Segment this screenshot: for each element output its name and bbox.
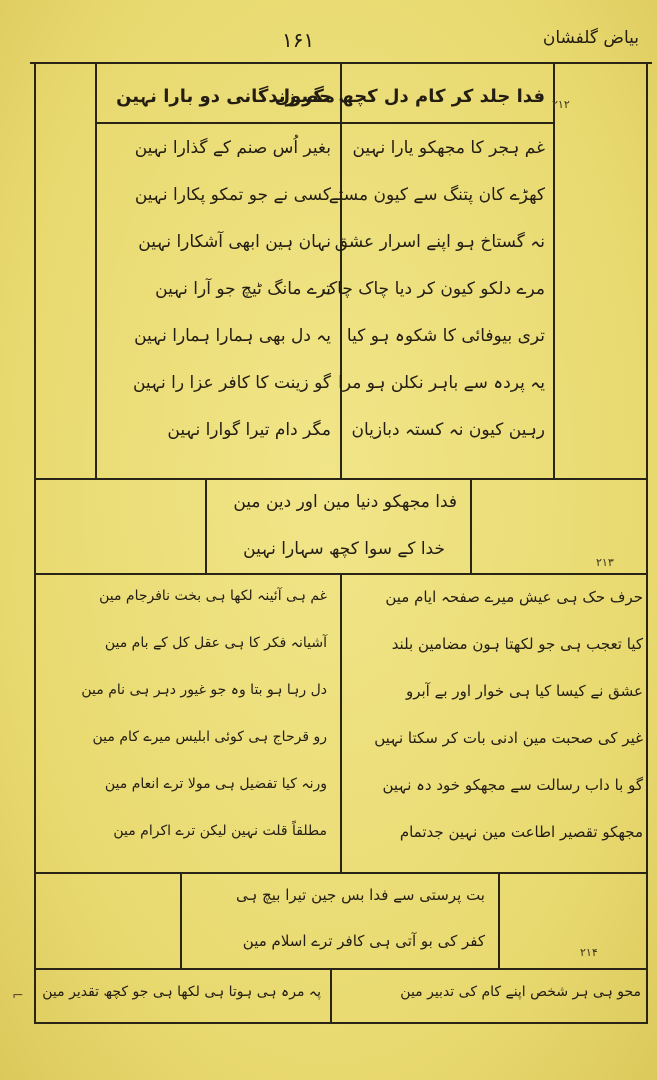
closing-couplet-line: کفر کی بو آتی ہی کافر ترے اسلام مین [242,932,485,950]
verse-line: گو با داب رسالت سے مجھکو خود دہ نہین [382,776,643,794]
verse-line: یہ پردہ سے باہر نکلن ہو مرا [338,373,545,393]
verse-line: ترے مانگ ٹیچ جو آرا نہین [155,279,331,299]
verse-number: ۲۱۲ [552,98,570,111]
rule-block2-mid [340,573,342,873]
verse-line: نہ گستاخ ہو اپنے اسرار عشق [334,232,545,252]
verse-line: محو ہی ہر شخص اپنے کام کی تدبیر مین [400,984,641,1000]
verse-number: ۲۱۳ [596,556,614,569]
verse-line: یہ دل بھی ہمارا ہمارا نہین [134,326,331,346]
closing-couplet-line: فدا مجھکو دنیا مین اور دین مین [233,492,457,512]
verse-line: مگر دام تیرا گوارا نہین [167,420,331,440]
verse-line: غیر کی صحبت مین ادنی بات کر سکتا نہیں [374,729,643,747]
verse-line: ورنہ کیا تفضیل ہی مولا ترے انعام مین [104,776,327,792]
rule-couplet2-right [498,872,500,970]
verse-line: مجھکو تقصیر اطاعت مین نہین جدتمام [399,823,643,841]
verse-line: رہین کیون نہ کستہ دبازیان [351,420,545,440]
verse-line: دل رہا ہو بتا وہ جو غیور دہر ہی نام مین [81,682,327,698]
rule-couplet2-bottom [36,968,648,970]
rule-left-border [34,62,36,1024]
ghazal-heading-left: مگر زندگانی دو بارا نہین [116,86,335,107]
closing-couplet-line: بت پرستی سے فدا بس جین تیرا بیچ ہی [235,886,485,904]
verse-line: غم ہجر کا مجھکو یارا نہین [352,138,545,158]
verse-line: پہ مرہ ہی ہوتا ہی لکھا ہی جو کچھ تقدیر مین [42,984,321,1000]
verse-line: کیا تعجب ہی جو لکھتا ہون مضامین بلند [391,635,643,653]
ghazal-heading-right: فدا جلد کر کام دل کچھ حصول [274,86,545,107]
verse-line: مطلقاً قلت نہین لیکن ترے اکرام مین [113,823,327,839]
verse-line: حرف حک ہی عیش میرے صفحہ ایام مین [385,588,643,606]
verse-line: کھڑے کان پتنگ سے کیون مستے [328,185,545,205]
rule-block1-mid [340,62,342,480]
margin-mark: ⌐ [12,988,24,1004]
book-title: بیاض گلفشان [542,28,639,48]
rule-under-headings [95,122,555,124]
rule-couplet1-left [205,478,207,575]
verse-number: ۲۱۴ [580,946,598,959]
rule-couplet1-right [470,478,472,575]
rule-page-bottom [36,1022,648,1024]
verse-line: رو قرحاج ہی کوئی ابلیس میرے کام مین [92,729,327,745]
verse-line: عشق نے کیسا کیا ہی خوار اور بے آبرو [405,682,643,700]
page-number: ۱۶۱ [282,28,315,52]
closing-couplet-line: خدا کے سوا کچھ سہارا نہین [243,539,445,559]
rule-block1-right [553,62,555,480]
verse-line: گو زینت کا کافر عزا را نہین [132,373,331,393]
verse-line: بغیر اُس صنم کے گذارا نہین [134,138,331,158]
verse-line: کسی نے جو تمکو پکارا نہین [134,185,331,205]
rule-right-border [646,62,648,1024]
rule-block3-mid [330,968,332,1024]
verse-line: غم ہی آئینہ لکھا ہی بخت نافرجام مین [99,588,327,604]
verse-line: نہان ہین ابھی آشکارا نہین [138,232,331,252]
rule-block1-left [95,62,97,480]
verse-line: مرے دلکو کیون کر دیا چاک چاک [321,279,545,299]
rule-couplet2-left [180,872,182,970]
verse-line: آشیانہ فکر کا ہی عقل کل کے بام مین [104,635,327,651]
verse-line: تری بیوفائی کا شکوہ ہو کیا [346,326,545,346]
